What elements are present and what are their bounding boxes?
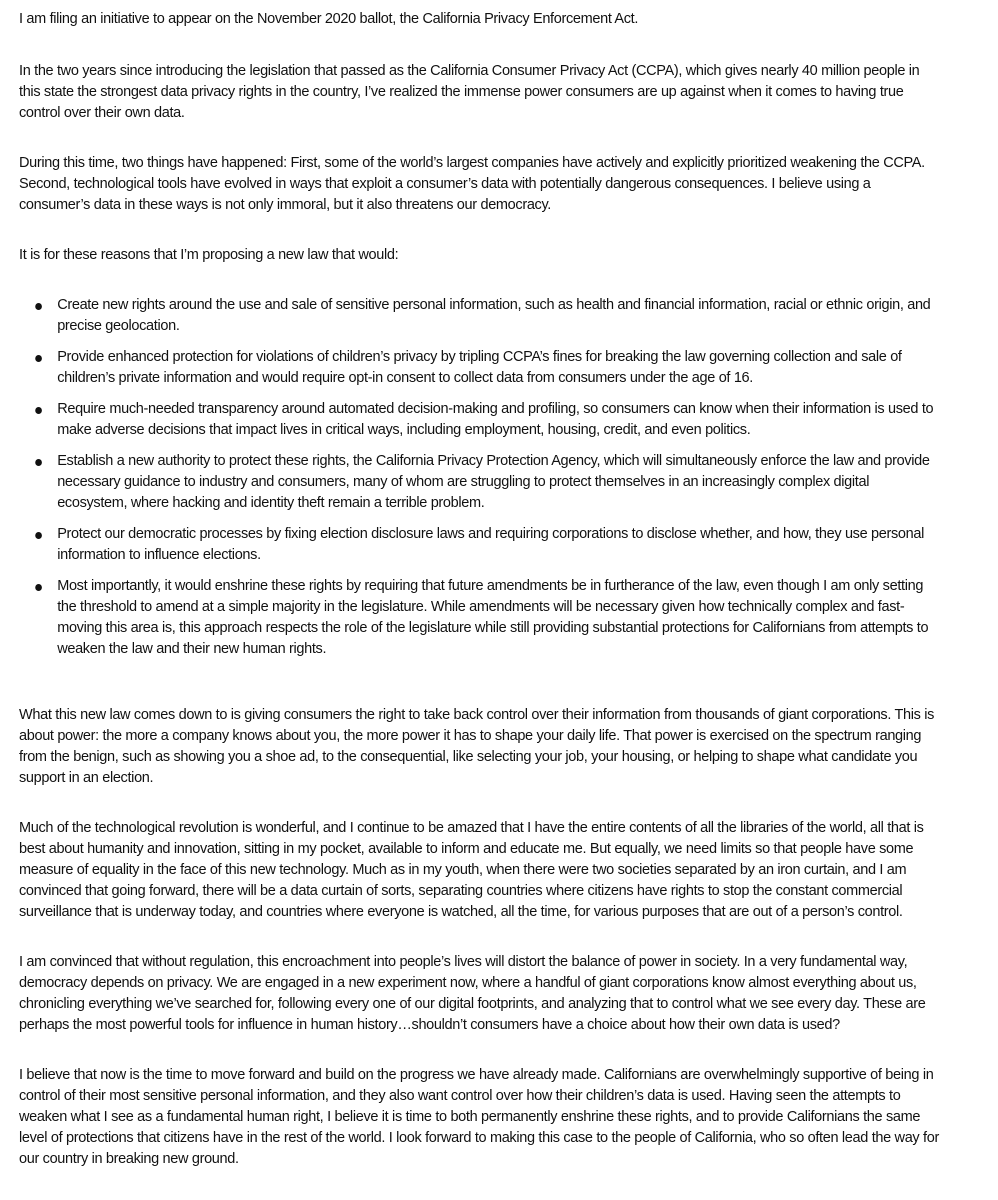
list-item-text: Create new rights around the use and sale of sensitive personal information, such as health and financial information, racial or ethnic origin, and precise geolocation. — [57, 296, 931, 334]
list-item-text: Protect our democratic processes by fixing election disclosure laws and requiring corporations to disclose whether, and how, they use personal information to influence elections. — [57, 525, 924, 563]
paragraph: In the two years since introducing the legislation that passed as the California Consumer Privacy Act (CCPA), which gives nearly 40 million people in this state the strongest data privacy rights in the country, I’ve realized the immense power consumers are up against when it comes to having true control over their own data. — [19, 62, 920, 121]
bullet-icon — [35, 584, 42, 591]
list-item — [19, 450, 942, 513]
bullet-icon — [35, 532, 42, 539]
list-item-text: Most importantly, it would enshrine these rights by requiring that future amendments be in furtherance of the law, even though I am only setting the threshold to amend at a simple majority in the legislature. While amendments will be necessary given how technically complex and fast-moving this area is, this approach respects the role of the legislature while still providing substantial protections for Californians from attempts to weaken the law and their new human rights. — [57, 577, 929, 657]
paragraph: Much of the technological revolution is wonderful, and I continue to be amazed that I have the entire contents of all the libraries of the world, all that is best about humanity and innovation, sitting in my pocket, available to inform and educate me. But equally, we need limits so that people have some measure of equality in the face of this new technology. Much as in my youth, when there were two societies separated by an iron curtain, and I am convinced that going forward, there will be a data curtain of sorts, separating countries where citizens have rights to stop the constant commercial surveillance that is underway today, and countries where everyone is watched, all the time, for various purposes that are out of a person’s control. — [19, 819, 924, 920]
bullet-icon — [35, 303, 42, 310]
bullet-icon — [35, 459, 42, 466]
paragraph: During this time, two things have happened: First, some of the world’s largest companies have actively and explicitly prioritized weakening the CCPA. Second, technological tools have evolved in ways that exploit a consumer’s data with potentially dangerous consequences. I believe using a consumer’s data in these ways is not only immoral, but it also threatens our democracy. — [19, 154, 925, 213]
bullet-icon — [35, 407, 42, 414]
list-item-text: Provide enhanced protection for violations of children’s privacy by tripling CCPA’s fines for breaking the law governing collection and sale of children’s private information and would require opt-in consent to collect data from consumers under the age of 16. — [57, 348, 902, 386]
list-item — [19, 398, 942, 440]
statement-document — [19, 8, 942, 1198]
list-item — [19, 523, 942, 565]
paragraph: What this new law comes down to is giving consumers the right to take back control over their information from thousands of giant corporations. This is about power: the more a company knows about you, the more power it has to shape your daily life. That power is exercised on the spectrum ranging from the benign, such as showing you a shoe ad, to the consequential, like selecting your job, your housing, or helping to shape what candidate you support in an election. — [19, 706, 935, 786]
paragraph: I am convinced that without regulation, this encroachment into people’s lives will distort the balance of power in society. In a very fundamental way, democracy depends on privacy. We are engaged in a new experiment now, where a handful of giant corporations know almost everything about us, chronicling everything we’ve searched for, following every one of our digital footprints, and analyzing that to control what we see every day. These are perhaps the most powerful tools for influence in human history…shouldn’t consumers have a choice about how their own data is used? — [19, 953, 926, 1033]
list-item-text: Establish a new authority to protect these rights, the California Privacy Protection Agency, which will simultaneously enforce the law and provide necessary guidance to industry and consumers, many of whom are struggling to protect themselves in an increasingly complex digital ecosystem, where hacking and identity theft remain a terrible problem. — [57, 452, 930, 511]
paragraph: I believe that now is the time to move forward and build on the progress we have already made. Californians are overwhelmingly supportive of being in control of their most sensitive personal information, and they also want control over how their children’s data is used. Having seen the attempts to weaken what I see as a fundamental human right, I believe it is time to both permanently enshrine these rights, and to provide Californians the same level of protections that citizens have in the rest of the world. I look forward to making this case to the people of California, who so often lead the way for our country in breaking new ground. — [19, 1066, 939, 1167]
paragraph: I am filing an initiative to appear on the November 2020 ballot, the California Privacy Enforcement Act. — [19, 10, 639, 27]
list-item — [19, 294, 942, 336]
bullet-icon — [35, 355, 42, 362]
paragraph: It is for these reasons that I’m proposing a new law that would: — [19, 246, 399, 263]
list-item — [19, 575, 942, 659]
proposal-list — [19, 294, 942, 659]
list-item-text: Require much-needed transparency around automated decision-making and profiling, so consumers can know when their information is used to make adverse decisions that impact lives in critical ways, including employment, housing, credit, and even politics. — [57, 400, 934, 438]
list-item — [19, 346, 942, 388]
